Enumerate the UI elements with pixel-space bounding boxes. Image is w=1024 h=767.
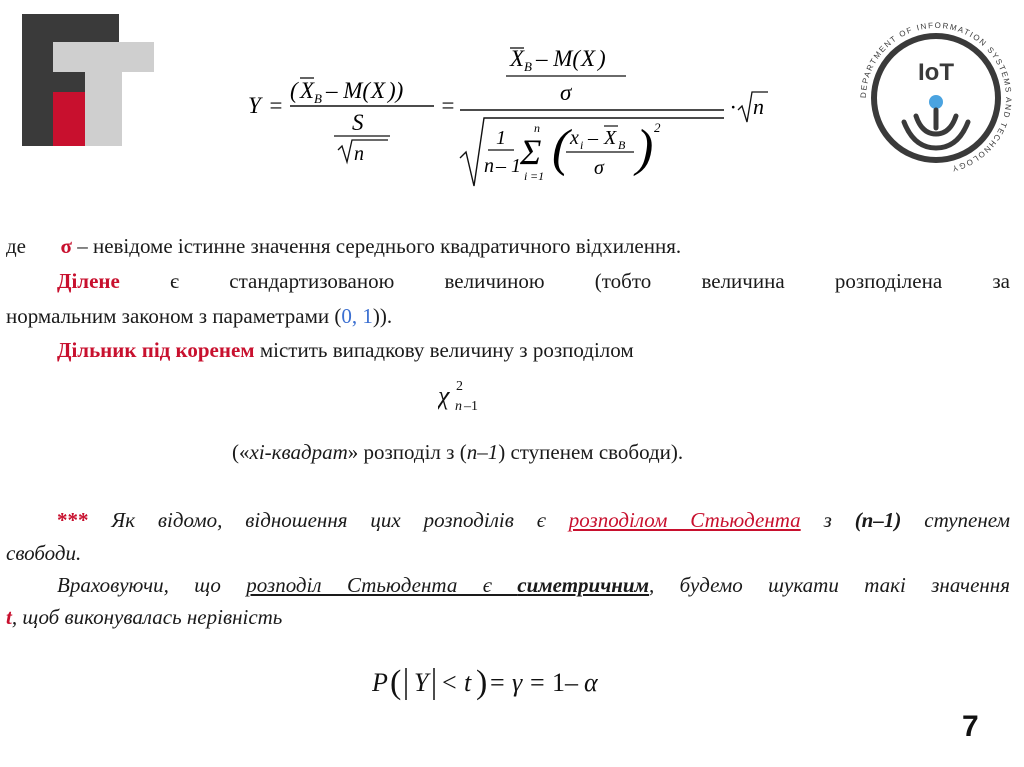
svg-text:=: = — [530, 668, 545, 697]
sigma-description: – невідоме істинне значення середнього квадратичного відхилення. — [71, 234, 682, 258]
svg-text:<: < — [442, 668, 457, 697]
svg-text:1: 1 — [496, 127, 506, 149]
divisor-term: Дільник під коренем — [57, 338, 255, 362]
divisor-text: містить випадкову величину з розподілом — [254, 338, 634, 362]
dividend-term: Ділене — [57, 269, 120, 293]
svg-text:γ: γ — [512, 668, 523, 697]
symmetry-bold: симетричним — [517, 573, 649, 597]
svg-text:t: t — [464, 668, 472, 697]
svg-text:– 1: – 1 — [496, 155, 521, 177]
iot-department-logo — [852, 10, 1020, 186]
dividend-paragraph-line2 — [6, 301, 1006, 331]
ft-logo — [22, 14, 154, 146]
svg-text:=: = — [268, 93, 284, 118]
svg-text:(: ( — [552, 120, 570, 177]
dividend-paragraph-line1 — [57, 266, 1010, 296]
svg-text:X: X — [371, 78, 386, 103]
svg-text:·: · — [730, 95, 736, 120]
svg-text:χ: χ — [438, 381, 450, 410]
svg-text:X: X — [300, 78, 315, 103]
chi-square-explanation — [232, 437, 932, 467]
student-text-a: Як відомо, відношення цих розподілів є — [88, 508, 569, 532]
svg-text:B: B — [524, 59, 532, 74]
student-paragraph-line1 — [57, 505, 1010, 535]
svg-text:– M(: – M( — [536, 46, 581, 71]
svg-text:)): )) — [388, 78, 404, 103]
student-text-line2: свободи. — [6, 541, 82, 565]
divisor-paragraph — [57, 335, 1007, 365]
t-variable: t — [6, 605, 12, 629]
svg-text:n: n — [534, 121, 540, 135]
student-n: (n–1) — [854, 508, 902, 532]
stars-marker: *** — [57, 508, 89, 532]
chi-n: n–1 — [466, 440, 499, 464]
svg-text:=: = — [490, 668, 505, 697]
svg-text:i: i — [580, 138, 584, 152]
params-values: 0, 1 — [341, 304, 373, 328]
svg-text:2: 2 — [456, 379, 463, 394]
dividend-text: є стандартизованою величиною (тобто величина розподілена за — [119, 269, 1010, 293]
svg-text:n: n — [455, 399, 462, 414]
svg-text:S: S — [352, 110, 364, 135]
sigma-definition-line — [6, 231, 1016, 261]
params-text-b: )). — [372, 304, 393, 328]
symmetry-paragraph-line1 — [57, 570, 1010, 600]
svg-text:P: P — [372, 668, 388, 697]
symmetry-text-b: , будемо шукати такі значення — [649, 573, 1010, 597]
svg-text:– M(: – M( — [326, 78, 371, 103]
logo-iot-text: IoT — [918, 59, 954, 86]
chi-open: (« — [232, 440, 250, 464]
probability-formula — [372, 660, 622, 704]
svg-text:–1: –1 — [464, 399, 478, 414]
svg-text:σ: σ — [594, 157, 604, 179]
svg-text:α: α — [584, 668, 598, 697]
symmetry-paragraph-line2 — [6, 602, 606, 632]
chi-square-symbol — [438, 372, 508, 416]
svg-text:): ) — [476, 664, 488, 701]
svg-text:(: ( — [390, 664, 402, 701]
svg-text:Y: Y — [414, 668, 429, 697]
chi-mid: » розподіл з ( — [347, 440, 467, 464]
de-word: де — [6, 234, 27, 258]
svg-text:X: X — [510, 46, 525, 71]
student-paragraph-line2 — [6, 538, 406, 568]
svg-text:): ) — [598, 46, 606, 71]
student-text-c: ступенем — [901, 508, 1010, 532]
svg-text:X: X — [604, 127, 617, 149]
symmetry-text-c: , щоб виконувалась нерівність — [11, 605, 283, 629]
svg-text:=1: =1 — [530, 169, 545, 183]
main-formula — [248, 40, 768, 190]
student-distribution-link[interactable]: розподілом Стьюдента — [568, 508, 801, 532]
symmetry-text-a: Враховуючи, що — [57, 573, 247, 597]
svg-text:n: n — [753, 94, 764, 119]
svg-text:Y: Y — [248, 93, 261, 118]
svg-text:1–: 1– — [552, 668, 578, 697]
symmetry-underlined: розподіл Стьюдента є — [246, 573, 518, 597]
sigma-symbol: σ — [60, 234, 72, 258]
svg-text:2: 2 — [654, 120, 661, 135]
svg-text:X: X — [581, 46, 596, 71]
svg-text:x: x — [570, 127, 579, 149]
svg-text:): ) — [636, 120, 654, 177]
svg-text:–: – — [588, 127, 598, 149]
student-text-b: з — [800, 508, 855, 532]
svg-text:σ: σ — [560, 80, 572, 105]
svg-text:(: ( — [290, 78, 298, 103]
logo-ring-text: DEPARTMENT OF INFORMATION SYSTEMS AND TECHNOLOGY — [858, 20, 1014, 174]
svg-text:i: i — [524, 169, 528, 183]
page-number: 7 — [962, 710, 979, 743]
chi-name: хі-квадрат — [249, 440, 348, 464]
svg-text:B: B — [618, 138, 626, 152]
chi-end: ) ступенем свободи). — [498, 440, 684, 464]
svg-text:B: B — [314, 91, 322, 106]
svg-text:n: n — [354, 143, 364, 165]
svg-text:Σ: Σ — [520, 132, 542, 172]
svg-text:n: n — [484, 155, 494, 177]
svg-text:=: = — [440, 93, 456, 118]
params-text-a: нормальним законом з параметрами ( — [6, 304, 342, 328]
